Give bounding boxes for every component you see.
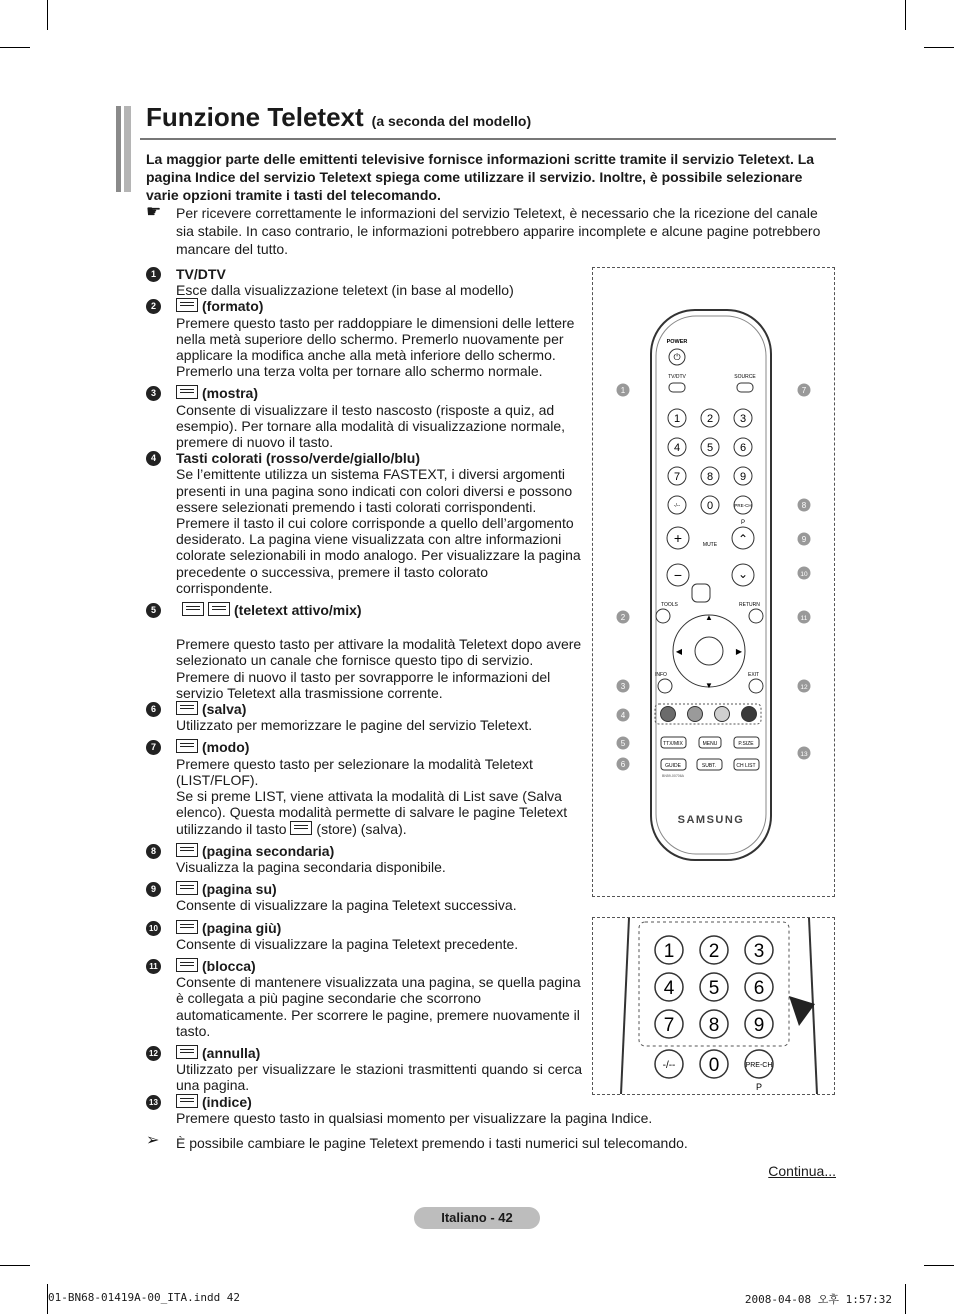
mode-icon — [176, 739, 198, 753]
item-heading: (salva) — [202, 701, 247, 718]
power-label: POWER — [666, 339, 688, 345]
item-desc: Se si preme LIST, viene attivata la modalità di List save (Salva elenco). Questa modalità permette di salvare le pagine Teletext utilizzando il tasto (store) (salva). — [176, 788, 568, 837]
footer-date: 2008-04-08 오후 1:57:32 — [744, 1293, 892, 1306]
tip-paragraph — [146, 1134, 836, 1152]
zoom-prech-label: PRE-CH — [745, 1062, 773, 1069]
crop-mark — [47, 0, 48, 30]
guide-label: GUIDE — [665, 763, 681, 769]
teletext-icon — [182, 602, 204, 616]
p-label: P — [740, 520, 746, 526]
callout-number: 11 — [800, 615, 808, 622]
item-number: 9 — [146, 882, 161, 897]
item-desc: Premere questo tasto per selezionare la modalità Teletext (LIST/FLOF). — [176, 755, 533, 788]
zoom-digit-label: 1 — [663, 941, 675, 962]
digit-label: 2 — [706, 413, 714, 425]
mix-icon — [208, 602, 230, 616]
item-heading: (blocca) — [202, 957, 256, 974]
page-number-badge: Italiano - 42 — [414, 1207, 540, 1229]
crop-mark — [924, 47, 954, 48]
item-heading: (formato) — [202, 298, 264, 315]
callout-number: 4 — [620, 711, 626, 720]
svg-text:⌄: ⌄ — [737, 567, 749, 581]
zoom-digit-label: 9 — [753, 1015, 765, 1036]
cancel-icon — [176, 1045, 198, 1059]
list-item — [146, 701, 582, 733]
crop-mark — [0, 47, 30, 48]
digit-keypad — [668, 409, 752, 526]
zoom-digit-keypad — [655, 936, 773, 1092]
page-title-text: Funzione Teletext — [146, 102, 364, 132]
store-icon — [176, 701, 198, 715]
power-icon: ⏻ — [673, 352, 681, 362]
item-desc: Consente di visualizzare la pagina Teletext precedente. — [176, 935, 519, 952]
hold-icon — [176, 958, 198, 972]
list-item — [146, 450, 582, 596]
psize-label: P.SIZE — [738, 741, 754, 747]
item-number: 4 — [146, 451, 161, 466]
item-heading: TV/DTV — [176, 266, 226, 282]
item-number: 7 — [146, 740, 161, 755]
callout-number: 9 — [801, 535, 807, 544]
item-desc: Visualizza la pagina secondaria disponibile. — [176, 858, 446, 875]
svg-text:▶: ▶ — [735, 647, 743, 656]
return-label: RETURN — [739, 602, 760, 608]
item-number: 13 — [146, 1095, 161, 1110]
reveal-icon — [176, 385, 198, 399]
item-number: 8 — [146, 844, 161, 859]
page-title — [146, 102, 531, 133]
digit-label: 1 — [673, 413, 681, 425]
callout-number: 2 — [620, 613, 626, 622]
item-desc: Consente di mantenere visualizzata una pagina, se quella pagina è collegata a più pagine secondarie che scorrono automaticamente. Per scorrere le pagine, premere nuovamente il tasto. — [176, 974, 581, 1039]
exit-label: EXIT — [748, 672, 760, 678]
item-heading: (modo) — [202, 739, 250, 756]
source-label: SOURCE — [734, 374, 756, 380]
digit-label: 9 — [739, 471, 747, 483]
footer-file: 01-BN68-01419A-00_ITA.indd 42 — [48, 1291, 241, 1304]
svg-text:▲: ▲ — [705, 613, 713, 622]
item-heading: (annulla) — [202, 1044, 261, 1061]
tools-label: TOOLS — [661, 602, 678, 608]
callout-number: 10 — [800, 571, 808, 578]
format-icon — [176, 298, 198, 312]
sub-page-icon — [176, 843, 198, 857]
list-item — [146, 920, 582, 952]
page-up-icon — [176, 881, 198, 895]
zoom-digit-label: 3 — [753, 941, 765, 962]
color-key-button — [715, 707, 730, 722]
ttxmix-label: TTX/MIX — [663, 741, 683, 747]
title-rule — [140, 138, 836, 140]
item-number: 10 — [146, 921, 161, 936]
callout-number: 13 — [800, 751, 808, 758]
pointing-hand-icon: ☛ — [146, 202, 162, 221]
digit-label: 4 — [673, 442, 681, 454]
keypad-zoom-illustration — [592, 917, 835, 1095]
crop-mark — [924, 1265, 954, 1266]
dash-label: -/-- — [673, 503, 681, 509]
item-desc: Premere questo tasto per attivare la modalità Teletext dopo avere selezionato un canale che fornisce questo tipo di servizio. Premere di nuovo il tasto per sovrapporre le informazioni del servizio Teletext alla trasmissione corrente. — [176, 636, 582, 701]
list-item — [146, 1094, 876, 1126]
remote-svg — [593, 268, 834, 896]
item-heading: (pagina su) — [202, 881, 277, 898]
store-icon — [290, 821, 312, 835]
list-item — [146, 739, 582, 836]
item-heading: (pagina giù) — [202, 919, 282, 936]
callout-number: 8 — [801, 501, 807, 510]
note-text: Per ricevere correttamente le informazioni del servizio Teletext, è necessario che la ricezione del canale sia stabile. In caso contrario, le informazioni potrebbero apparire incomplete e alcune pagine potrebbero mancare del tutto. — [176, 205, 821, 257]
model-label: BN59-00706A — [662, 774, 684, 778]
zoom-digit-label: 4 — [663, 978, 675, 999]
zoom-digit-label: 7 — [663, 1015, 675, 1036]
mute-label: MUTE — [702, 542, 718, 548]
svg-text:−: − — [673, 567, 683, 583]
list-item — [146, 385, 582, 450]
list-item — [146, 1045, 582, 1094]
tools-button — [656, 609, 670, 623]
button-list — [146, 266, 653, 1126]
callout-number: 6 — [620, 760, 626, 769]
samsung-logo: SAMSUNG — [677, 814, 745, 826]
svg-text:◀: ◀ — [675, 647, 683, 656]
list-item — [146, 298, 582, 379]
item-desc: Esce dalla visualizzazione teletext (in base al modello) — [176, 282, 514, 299]
color-key-button — [688, 707, 703, 722]
continue-link[interactable]: Continua... — [768, 1163, 836, 1179]
list-item — [146, 843, 582, 875]
zoom-digit-label: 2 — [708, 941, 720, 962]
chlist-label: CH LIST — [736, 763, 756, 769]
digit-label: 0 — [706, 500, 714, 512]
callout-number: 7 — [801, 386, 807, 395]
digit-label: 5 — [706, 442, 714, 454]
item-heading: (teletext attivo/mix) — [234, 602, 362, 619]
item-desc: Premerlo una terza volta per tornare allo schermo normale. — [176, 363, 543, 380]
tvdtv-button — [669, 383, 685, 392]
subt-label: SUBT. — [701, 763, 717, 769]
mute-button — [692, 584, 710, 602]
digit-label: 6 — [739, 442, 747, 454]
index-icon — [176, 1094, 198, 1108]
item-desc: Utilizzato per memorizzare le pagine del servizio Teletext. — [176, 717, 533, 734]
color-key-button — [661, 707, 676, 722]
callout-number: 3 — [620, 682, 626, 691]
callout-number: 1 — [620, 386, 626, 395]
item-desc: Consente di visualizzare il testo nascosto (risposte a quiz, ad esempio). Per tornare alla modalità di visualizzazione normale, premere di nuovo il tasto. — [176, 401, 566, 451]
item-heading: (pagina secondaria) — [202, 842, 335, 859]
list-item — [146, 602, 582, 701]
zoom-digit-label: 6 — [753, 978, 765, 999]
digit-label: 3 — [739, 413, 747, 425]
item-heading: (mostra) — [202, 385, 259, 402]
spacer — [176, 618, 582, 636]
item-number: 12 — [146, 1046, 161, 1061]
item-desc: Utilizzato per visualizzare le stazioni trasmittenti quando si cerca una pagina. — [176, 1061, 582, 1094]
arrow-icon: ➢ — [146, 1132, 160, 1149]
digit-label: 7 — [673, 471, 681, 483]
intro-paragraph: La maggior parte delle emittenti televisive fornisce informazioni scritte tramite il servizio Teletext. La pagina Indice del servizio Teletext spiega come utilizzare il servizio. Inoltre, è possibile selezionare varie opzioni tramite i tasti del telecomando. — [146, 151, 815, 203]
item-number: 11 — [146, 959, 161, 974]
item-number: 6 — [146, 702, 161, 717]
return-button — [749, 609, 763, 623]
remote-illustration — [592, 267, 835, 897]
tvdtv-label: TV/DTV — [668, 374, 686, 380]
item-heading: (indice) — [202, 1093, 252, 1110]
title-accent-bar — [116, 106, 121, 192]
prech-label: PRE-CH — [734, 503, 752, 508]
list-item — [146, 881, 582, 913]
crop-mark — [905, 0, 906, 30]
item-desc: Consente di visualizzare la pagina Teletext successiva. — [176, 897, 517, 914]
info-label: INFO — [655, 672, 667, 678]
crop-mark — [0, 1265, 30, 1266]
zoom-digit-label: 8 — [708, 1015, 720, 1036]
page-down-icon — [176, 920, 198, 934]
exit-button — [749, 679, 763, 693]
item-desc: Premere questo tasto in qualsiasi momento per visualizzare la pagina Indice. — [176, 1109, 653, 1126]
zoom-dash-label: -/-- — [662, 1060, 676, 1071]
list-item — [146, 958, 582, 1039]
item-heading: Tasti colorati (rosso/verde/giallo/blu) — [176, 450, 421, 467]
item-desc: Premere questo tasto per raddoppiare le dimensioni delle lettere nella metà superiore dello schermo. Premerlo nuovamente per applicare la modifica anche alla metà inferiore dello schermo. — [176, 314, 575, 364]
zoom-digit-label: 5 — [708, 978, 720, 999]
crop-mark — [905, 1284, 906, 1314]
item-number: 1 — [146, 267, 161, 282]
pointer-arrow — [789, 996, 815, 1026]
title-accent-bar — [124, 106, 131, 192]
info-button — [658, 679, 672, 693]
color-key-button — [742, 707, 757, 722]
zoom-p-label: P — [755, 1082, 763, 1092]
svg-text:⌃: ⌃ — [737, 532, 749, 546]
callout-number: 12 — [800, 684, 808, 691]
zoom-svg — [593, 918, 834, 1094]
menu-label: MENU — [702, 741, 718, 747]
source-button — [737, 383, 753, 392]
svg-text:▼: ▼ — [705, 681, 713, 690]
svg-text:+: + — [673, 530, 683, 546]
item-number: 3 — [146, 386, 161, 401]
callout-number: 5 — [620, 739, 626, 748]
item-number: 2 — [146, 299, 161, 314]
item-number: 5 — [146, 603, 161, 618]
dpad-enter-button — [695, 637, 723, 665]
tip-text: È possibile cambiare le pagine Teletext premendo i tasti numerici sul telecomando. — [176, 1135, 688, 1151]
item-desc: Se l’emittente utilizza un sistema FASTEXT, i diversi argomenti presenti in una pagina sono indicati con colori diversi e possono essere selezionati premendo i tasti colorati corrispondenti. Premere il tasto il cui colore corrisponde a quello dell’argomento desiderato. La pagina viene visualizzata con altre informazioni colorate selezionabili in modo analogo. Per visualizzare la pagina precedente o successiva, premere il tasto colorato corrispondente. — [176, 466, 581, 596]
zoom-digit-label: 0 — [708, 1055, 720, 1076]
digit-label: 8 — [706, 471, 714, 483]
list-item — [146, 266, 582, 298]
note-paragraph — [146, 204, 836, 258]
page-subtitle: (a seconda del modello) — [371, 113, 532, 129]
